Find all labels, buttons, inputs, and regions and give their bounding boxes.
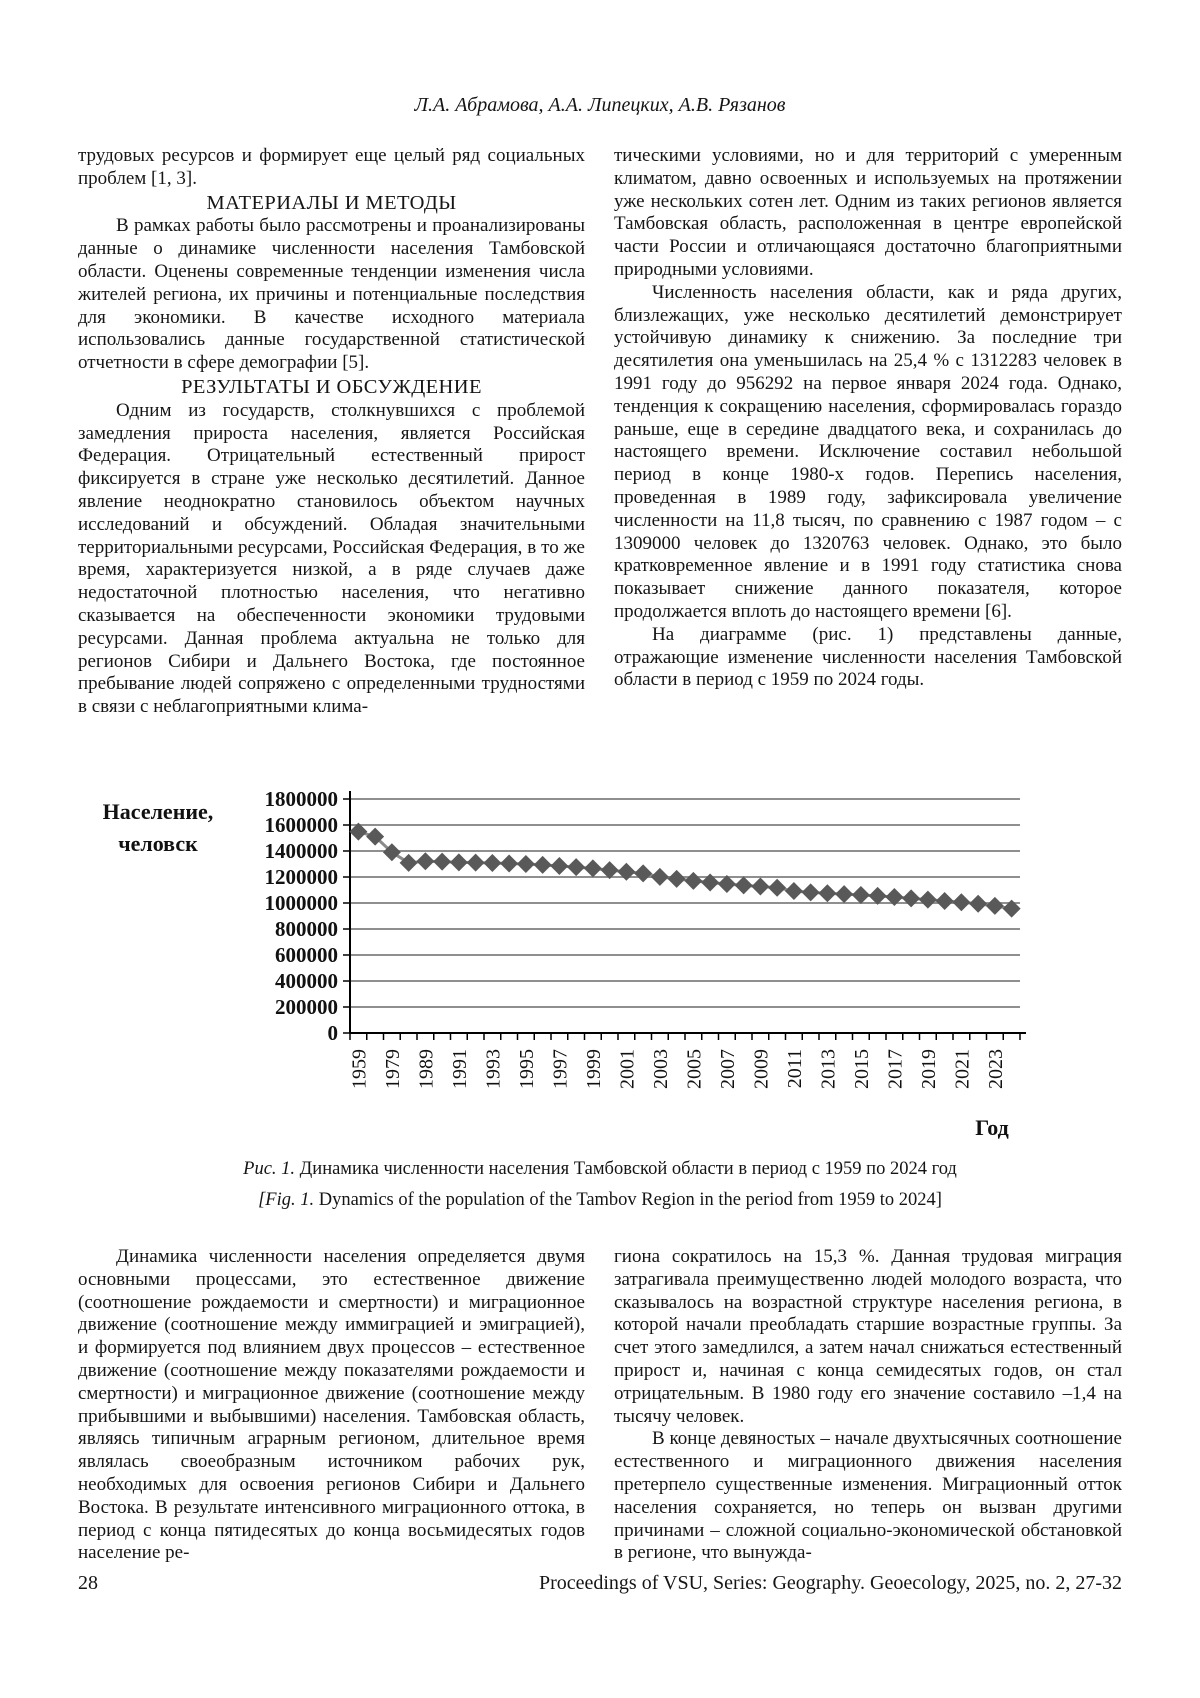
figure-caption-ru-text: Динамика численности населения Тамбовской области в период с 1959 по 2024 год <box>299 1159 957 1179</box>
data-point <box>751 877 769 895</box>
data-point <box>818 884 836 902</box>
data-point <box>584 859 602 877</box>
svg-text:1993: 1993 <box>482 1049 505 1089</box>
svg-text:1200000: 1200000 <box>264 865 338 889</box>
y-axis-title-line2: человск <box>118 831 198 856</box>
svg-text:2007: 2007 <box>716 1049 739 1089</box>
axes <box>343 791 1026 1040</box>
paragraph-migration-effects: гиона сократилось на 15,3 %. Данная трудовая миграция затрагивала преимущественно людей молодого возраста, что сказывалось на возрастной структуре населения региона, в которой начали преобладать старшие возрастные группы. За счет этого замедлился, а затем начал снижаться естественный прирост и, начиная с конца семидесятых годов, он стал отрицательным. В 1980 году его значение составило –1,4 на тысячу человек. <box>614 1246 1122 1427</box>
paragraph-diagram-intro: На диаграмме (рис. 1) представлены данные, отражающие изменение численности населения Тамбовской области в период с 1959 по 2024 годы. <box>614 623 1122 691</box>
svg-text:2019: 2019 <box>917 1049 940 1089</box>
data-point <box>785 882 803 900</box>
data-point <box>852 886 870 904</box>
paragraph-climate: тическими условиями, но и для территорий с умеренным климатом, давно освоенных и используемых на протяжении уже нескольких сотен лет. Одним из таких регионов является Тамбовская область, расположенная в центре европейской части России и отличающаяся достаточно благоприятными природными условиями. <box>614 145 1122 280</box>
data-point <box>768 879 786 897</box>
data-point <box>802 883 820 901</box>
paragraph-results: Одним из государств, столкнувшихся с проблемой замедления прироста населения, является Российская Федерация. Отрицательный естественный прирост фиксируется в стране уже несколько десятилетий. Данное явление неоднократно становилось объектом научных исследований и обсуждений. Обладая значительными территориальными ресурсами, Российская Федерация, в то же время, характеризуется низкой, а в ряде случаев даже недостаточной плотностью населения, что негативно сказывается на обеспеченности экономики трудовыми ресурсами. Данная проблема актуальна не только для регионов Сибири и Дальнего Востока, где постоянное пребывание людей сопряжено с определенными трудностями в связи с неблагоприятными клима- <box>78 399 585 718</box>
svg-text:400000: 400000 <box>275 969 338 993</box>
svg-text:1959: 1959 <box>348 1049 371 1089</box>
svg-text:0: 0 <box>327 1021 338 1045</box>
data-point <box>483 854 501 872</box>
svg-text:2011: 2011 <box>783 1049 806 1089</box>
column-top-right <box>614 145 1122 692</box>
y-axis-tick-labels <box>265 787 339 1045</box>
x-axis-tick-labels <box>348 1049 1007 1089</box>
svg-text:1000000: 1000000 <box>264 891 338 915</box>
svg-text:2021: 2021 <box>951 1049 974 1089</box>
column-bottom-left <box>78 1246 585 1565</box>
column-bottom-right <box>614 1246 1122 1565</box>
data-point <box>400 854 418 872</box>
svg-text:1999: 1999 <box>582 1049 605 1089</box>
paragraph-dynamics-processes: Динамика численности населения определяется двумя основными процессами, это естественное движение (соотношение рождаемости и смертности) и миграционное движение (соотношение между иммиграцией и эмиграцией), и формируется под влиянием двух процессов – естественное движение (соотношение между показателями рождаемости и смертности) и миграционное движение (соотношение между прибывшими и выбывшими) населения. Тамбовская область, являясь типичным аграрным регионом, длительное время являлась своеобразным источником рабочих рук, необходимых для освоения регионов Сибири и Дальнего Востока. В результате интенсивного миграционного оттока, в период с конца пятидесятых до конца восьмидесятых годов население ре- <box>78 1246 585 1564</box>
data-point <box>668 870 686 888</box>
data-point <box>550 857 568 875</box>
data-point <box>651 868 669 886</box>
data-point <box>634 864 652 882</box>
data-point <box>902 889 920 907</box>
svg-text:1600000: 1600000 <box>264 813 338 837</box>
x-axis-title: Год <box>975 1115 1009 1140</box>
svg-text:2015: 2015 <box>850 1049 873 1089</box>
data-point <box>936 892 954 910</box>
paragraph-nineties-changes: В конце девяностых – начале двухтысячных соотношение естественного и миграционного движения населения претерпело существенные изменения. Миграционный отток населения сохраняется, но теперь он вызван другими причинами – сложной социально-экономической обстановкой в регионе, что вынужда- <box>614 1428 1122 1564</box>
svg-text:2017: 2017 <box>884 1049 907 1089</box>
svg-text:600000: 600000 <box>275 943 338 967</box>
svg-text:2009: 2009 <box>750 1049 773 1089</box>
section-heading-materials-methods: МАТЕРИАЛЫ И МЕТОДЫ <box>206 191 457 214</box>
svg-text:2023: 2023 <box>984 1049 1007 1089</box>
figure-caption-en <box>0 1188 1200 1212</box>
figure-caption-en-label: [Fig. 1. <box>258 1190 315 1210</box>
data-point <box>735 876 753 894</box>
svg-text:2003: 2003 <box>649 1049 672 1089</box>
svg-text:1979: 1979 <box>381 1049 404 1089</box>
svg-text:2005: 2005 <box>683 1049 706 1089</box>
svg-text:800000: 800000 <box>275 917 338 941</box>
journal-footer: Proceedings of VSU, Series: Geography. Geoecology, 2025, no. 2, 27-32 <box>538 1572 1122 1594</box>
data-point <box>952 893 970 911</box>
svg-text:1991: 1991 <box>448 1049 471 1089</box>
svg-text:1400000: 1400000 <box>264 839 338 863</box>
figure-caption-en-text: Dynamics of the population of the Tambov Region in the period from 1959 to 2024] <box>318 1190 942 1210</box>
svg-text:1995: 1995 <box>515 1049 538 1089</box>
data-point <box>567 858 585 876</box>
data-point <box>617 863 635 881</box>
data-point <box>467 854 485 872</box>
data-point <box>450 853 468 871</box>
paragraph-population-trend: Численность населения области, как и ряда других, близлежащих, уже несколько десятилетий демонстрирует устойчивую динамику к снижению. За последние три десятилетия она уменьшилась на 25,4 % с 1312283 человек в 1991 году до 956292 на первое января 2024 года. Однако, тенденция к сокращению населения, сформировалась гораздо раньше, еще в середине двадцатого века, и сохранилась до настоящего времени. Исключение составил небольшой период в конце 1980-х годов. Перепись населения, проведенная в 1989 году, зафиксировала увеличение численности на 11,8 тысяч, по сравнению с 1987 годом – с 1309000 человек до 1320763 человек. Однако, это было кратковременное явление и в 1991 году статистика снова показывает снижение данного показателя, которое продолжается вплоть до настоящего времени [6]. <box>614 281 1122 622</box>
data-point <box>416 852 434 870</box>
paragraph-social-problems: трудовых ресурсов и формирует еще целый ряд социальных проблем [1, 3]. <box>78 145 585 189</box>
population-chart <box>80 745 1120 1165</box>
data-point <box>534 856 552 874</box>
data-point <box>684 872 702 890</box>
svg-text:1800000: 1800000 <box>264 787 338 811</box>
data-point <box>969 895 987 913</box>
column-top-left <box>78 145 585 719</box>
data-point <box>919 891 937 909</box>
svg-text:2001: 2001 <box>616 1049 639 1089</box>
svg-text:2013: 2013 <box>817 1049 840 1089</box>
data-point <box>986 897 1004 915</box>
grid-lines <box>350 799 1020 1007</box>
data-point <box>500 854 518 872</box>
authors-line: Л.А. Абрамова, А.А. Липецких, А.В. Рязанов <box>414 94 786 116</box>
y-axis-title-line1: Население, <box>102 799 214 824</box>
data-point <box>517 855 535 873</box>
svg-text:1989: 1989 <box>415 1049 438 1089</box>
section-heading-results-discussion: РЕЗУЛЬТАТЫ И ОБСУЖДЕНИЕ <box>181 375 482 398</box>
data-point <box>433 853 451 871</box>
svg-text:200000: 200000 <box>275 995 338 1019</box>
paragraph-methods: В рамках работы было рассмотрены и проанализированы данные о динамике численности населения Тамбовской области. Оценены современные тенденции изменения числа жителей региона, их причины и потенциальные последствия для экономики. В качестве исходного материала использовались данные государственной статистической отчетности в сфере демографии [5]. <box>78 215 585 374</box>
figure-caption-ru-label: Рис. 1. <box>243 1159 296 1179</box>
svg-text:1997: 1997 <box>549 1049 572 1089</box>
page-number: 28 <box>78 1572 98 1594</box>
data-point <box>835 885 853 903</box>
figure-caption-ru <box>0 1157 1200 1181</box>
